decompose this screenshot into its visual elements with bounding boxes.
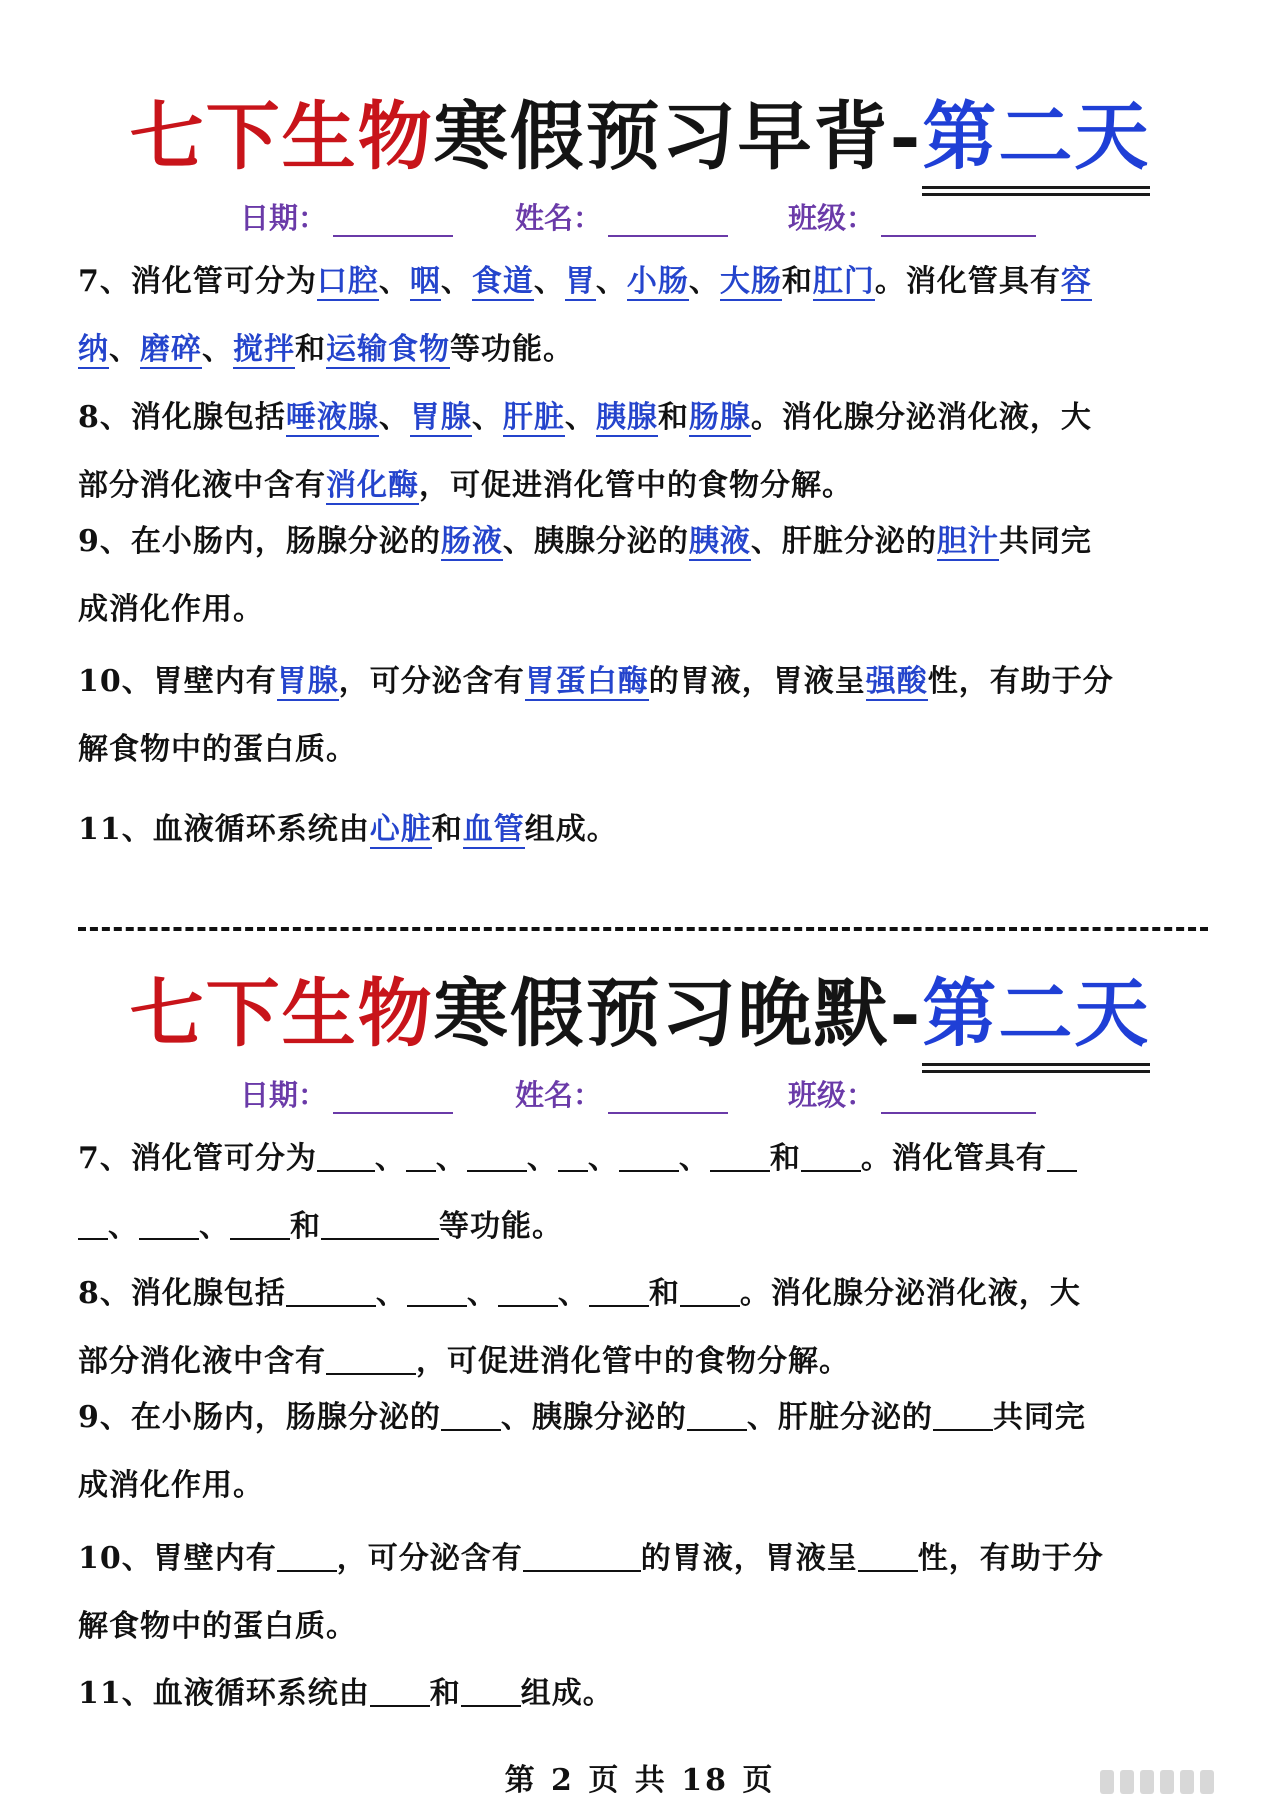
title-black: 寒假预习早背-	[433, 94, 923, 180]
blank[interactable]	[277, 1542, 337, 1572]
class-field[interactable]	[881, 1082, 1036, 1114]
name-label: 姓名：	[515, 201, 603, 235]
blank[interactable]	[407, 1277, 467, 1307]
blank[interactable]	[933, 1401, 993, 1431]
morning-q7: 7、消化管可分为口腔、咽、食道、胃、小肠、大肠和肛门。消化管具有容 纳、磨碎、搅拌和运输食物等功能。	[78, 264, 1092, 367]
blank[interactable]	[441, 1401, 501, 1431]
blank[interactable]	[858, 1542, 918, 1572]
title-red: 七下生物	[129, 94, 434, 180]
blank[interactable]	[326, 1345, 416, 1375]
evening-q11: 11、血液循环系统由 和 组成。	[78, 1676, 614, 1711]
class-label: 班级：	[788, 201, 876, 235]
blank[interactable]	[498, 1277, 558, 1307]
date-field[interactable]	[333, 1082, 453, 1114]
blank[interactable]	[801, 1142, 861, 1172]
blank[interactable]	[78, 1210, 108, 1240]
title-blue: 第二天	[922, 955, 1150, 1061]
evening-q8: 8、消化腺包括 、 、 、 和 。消化腺分泌消化液，大 部分消化液中含有 ，可促进消化管中的食物分解。	[78, 1276, 1081, 1379]
class-label: 班级：	[788, 1078, 876, 1112]
blank[interactable]	[710, 1142, 770, 1172]
title-black: 寒假预习晚默-	[433, 971, 923, 1057]
evening-q10: 10、胃壁内有 ，可分泌含有 的胃液，胃液呈 性，有助于分 解食物中的蛋白质。	[78, 1541, 1104, 1644]
morning-title	[0, 78, 1280, 184]
blank[interactable]	[687, 1401, 747, 1431]
morning-q8: 8、消化腺包括唾液腺、胃腺、肝脏、胰腺和肠腺。消化腺分泌消化液，大 部分消化液中含有消化酶，可促进消化管中的食物分解。	[78, 400, 1092, 503]
title-red: 七下生物	[129, 971, 434, 1057]
blank[interactable]	[523, 1542, 641, 1572]
evening-q7: 7、消化管可分为 、 、 、 、 、 和 。消化管具有 、 、 和 等功能。	[78, 1125, 1208, 1261]
section-divider	[78, 927, 1208, 931]
blank[interactable]	[321, 1210, 439, 1240]
blank[interactable]	[317, 1142, 375, 1172]
blank[interactable]	[139, 1210, 199, 1240]
title-blue: 第二天	[922, 78, 1150, 184]
blank[interactable]	[558, 1142, 588, 1172]
blank[interactable]	[1047, 1142, 1077, 1172]
morning-q10: 10、胃壁内有胃腺，可分泌含有胃蛋白酶的胃液，胃液呈强酸性，有助于分 解食物中的蛋白质。	[78, 664, 1114, 767]
date-field[interactable]	[333, 205, 453, 237]
page-number: 第 2 页 共 18 页	[504, 1763, 776, 1798]
blank[interactable]	[619, 1142, 679, 1172]
name-field[interactable]	[608, 205, 728, 237]
blank[interactable]	[467, 1142, 527, 1172]
blank[interactable]	[286, 1277, 376, 1307]
blank[interactable]	[406, 1142, 436, 1172]
morning-q9: 9、在小肠内，肠腺分泌的肠液、胰腺分泌的胰液、肝脏分泌的胆汁共同完 成消化作用。	[78, 524, 1092, 627]
date-label: 日期：	[240, 201, 328, 235]
name-label: 姓名：	[515, 1078, 603, 1112]
name-field[interactable]	[608, 1082, 728, 1114]
class-field[interactable]	[881, 205, 1036, 237]
evening-q9: 9、在小肠内，肠腺分泌的 、胰腺分泌的 、肝脏分泌的 共同完 成消化作用。	[78, 1400, 1086, 1503]
blank[interactable]	[680, 1277, 740, 1307]
blank[interactable]	[370, 1677, 430, 1707]
blank[interactable]	[230, 1210, 290, 1240]
blank[interactable]	[589, 1277, 649, 1307]
blank[interactable]	[461, 1677, 521, 1707]
watermark-bars	[1100, 1770, 1260, 1796]
morning-q11: 11、血液循环系统由心脏和血管组成。	[78, 812, 618, 847]
date-label: 日期：	[240, 1078, 328, 1112]
evening-title	[0, 955, 1280, 1061]
